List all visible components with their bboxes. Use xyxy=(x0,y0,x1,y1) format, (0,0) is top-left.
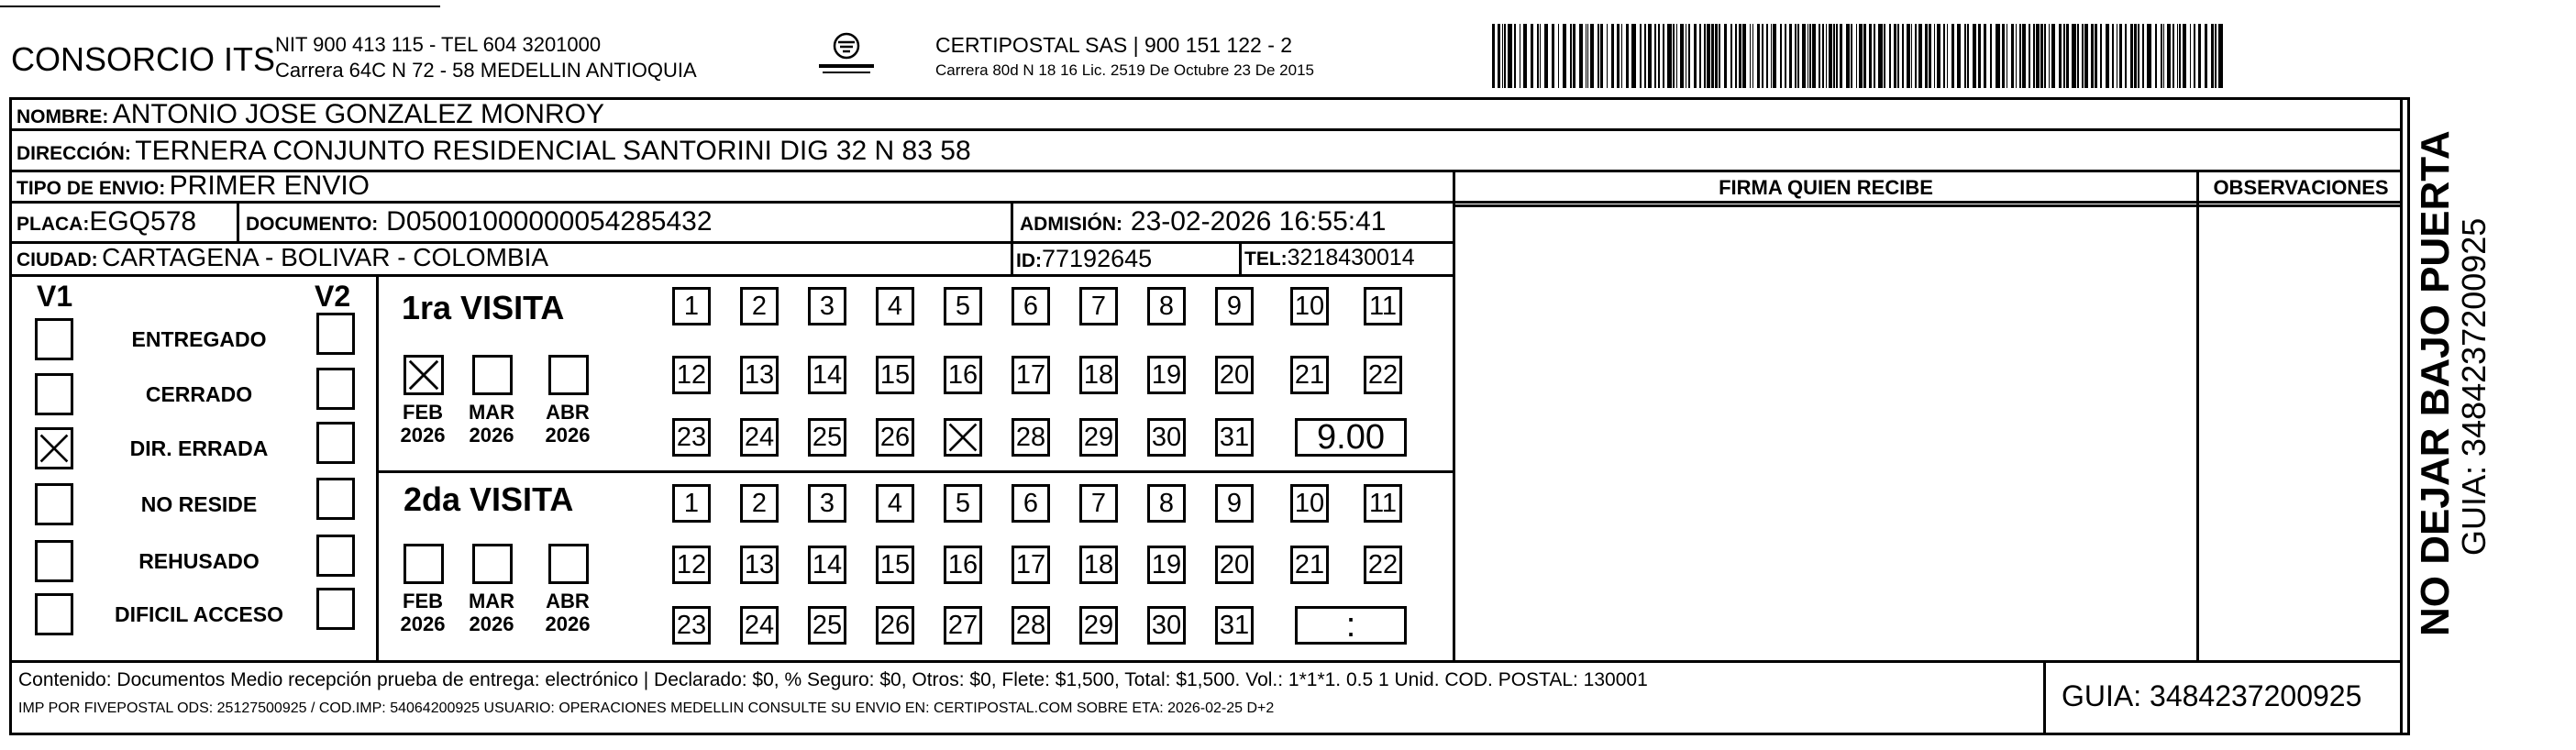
month-label: FEB 2026 xyxy=(400,590,446,636)
signature-divider xyxy=(1453,170,1455,662)
status-divider xyxy=(376,274,379,660)
visit1-day-box[interactable]: 13 xyxy=(740,356,779,394)
address-label: DIRECCIÓN: xyxy=(17,143,131,164)
footer-contents: Contenido: Documentos Medio recepción prueba de entrega: electrónico | Declarado: $0, % Seguro: $0, Otros: $0, Flete: $1,500, Total: $1,500. Vol.: 1*1*1. 0.5 1 Unid. COD. POSTAL: 130001 xyxy=(18,669,1648,690)
row-divider xyxy=(9,201,2403,204)
status-v1-checkbox[interactable] xyxy=(35,318,73,360)
observaciones-area[interactable] xyxy=(2201,207,2401,658)
visit2-day-box[interactable]: 4 xyxy=(876,484,914,523)
visit1-day-box[interactable]: 9 xyxy=(1215,287,1254,325)
visit1-day-box[interactable]: 18 xyxy=(1079,356,1118,394)
observaciones-divider xyxy=(2196,170,2199,662)
firma-header: FIRMA QUIEN RECIBE xyxy=(1719,176,1933,199)
barcode xyxy=(1492,24,2230,88)
visit2-day-box[interactable]: 24 xyxy=(740,606,779,645)
tel-label: TEL: xyxy=(1244,248,1288,270)
visit2-day-box[interactable]: 28 xyxy=(1012,606,1050,645)
visit2-day-box[interactable]: 29 xyxy=(1079,606,1118,645)
cell-divider xyxy=(237,201,239,241)
month-checkbox[interactable] xyxy=(404,355,444,395)
month-label: ABR 2026 xyxy=(545,590,591,636)
visit1-day-box[interactable]: 8 xyxy=(1147,287,1186,325)
visit2-day-box[interactable]: 12 xyxy=(672,546,711,584)
visit1-day-box[interactable]: 11 xyxy=(1364,287,1402,325)
visit2-day-box[interactable]: 3 xyxy=(808,484,846,523)
recipient-name: ANTONIO JOSE GONZALEZ MONROY xyxy=(112,99,604,129)
status-v2-checkbox[interactable] xyxy=(316,368,355,410)
status-option-label: CERRADO xyxy=(145,382,253,406)
month-label: FEB 2026 xyxy=(400,401,446,447)
status-v1-checkbox[interactable] xyxy=(35,427,73,469)
visit2-day-box[interactable]: 14 xyxy=(808,546,846,584)
visit2-day-box[interactable]: 2 xyxy=(740,484,779,523)
visit2-day-box[interactable]: 25 xyxy=(808,606,846,645)
visit2-day-box[interactable]: 10 xyxy=(1290,484,1329,523)
visit2-day-box[interactable]: 26 xyxy=(876,606,914,645)
visit2-day-box[interactable]: 8 xyxy=(1147,484,1186,523)
visit1-day-box[interactable]: 29 xyxy=(1079,418,1118,457)
id-label: ID: xyxy=(1016,250,1042,271)
visit2-day-box[interactable]: 22 xyxy=(1364,546,1402,584)
visit1-day-box[interactable]: 20 xyxy=(1215,356,1254,394)
signature-area[interactable] xyxy=(1458,207,2195,658)
visit1-day-box[interactable]: 14 xyxy=(808,356,846,394)
visit2-day-box[interactable]: 27 xyxy=(944,606,982,645)
status-v2-checkbox[interactable] xyxy=(316,422,355,464)
visit1-day-box[interactable]: 4 xyxy=(876,287,914,325)
visit1-day-box[interactable]: 21 xyxy=(1290,356,1329,394)
visit2-day-box[interactable]: 23 xyxy=(672,606,711,645)
month-label: MAR 2026 xyxy=(468,590,515,636)
side-guia: GUIA: 3484237200925 xyxy=(2455,217,2493,556)
month-checkbox[interactable] xyxy=(404,544,444,584)
company-nit: NIT 900 413 115 - TEL 604 3201000 xyxy=(275,33,602,56)
ciudad-value: CARTAGENA - BOLIVAR - COLOMBIA xyxy=(102,243,549,271)
status-v1-checkbox[interactable] xyxy=(35,540,73,582)
admision-label: ADMISIÓN: xyxy=(1020,214,1122,235)
visit1-day-box[interactable]: 3 xyxy=(808,287,846,325)
status-option-label: DIFICIL ACCESO xyxy=(114,602,283,626)
visit1-day-box[interactable] xyxy=(944,418,982,457)
visit2-day-box[interactable]: 9 xyxy=(1215,484,1254,523)
visit1-day-box[interactable]: 28 xyxy=(1012,418,1050,457)
status-v1-checkbox[interactable] xyxy=(35,483,73,525)
footer-guia-divider xyxy=(2043,660,2046,735)
footer-guia: GUIA: 3484237200925 xyxy=(2062,679,2362,712)
visit2-day-box[interactable]: 1 xyxy=(672,484,711,523)
carrier-name: CERTIPOSTAL SAS | 900 151 122 - 2 xyxy=(935,33,1293,57)
month-label: MAR 2026 xyxy=(468,401,515,447)
placa-value: EGQ578 xyxy=(89,206,197,237)
visit1-day-box[interactable]: 2 xyxy=(740,287,779,325)
company-address: Carrera 64C N 72 - 58 MEDELLIN ANTIOQUIA xyxy=(275,59,697,82)
visit2-title: 2da VISITA xyxy=(404,480,574,518)
visit1-day-box[interactable]: 22 xyxy=(1364,356,1402,394)
visit2-day-box[interactable]: 17 xyxy=(1012,546,1050,584)
cell-divider xyxy=(1239,241,1242,274)
visit2-day-box[interactable]: 18 xyxy=(1079,546,1118,584)
visit1-day-box[interactable]: 16 xyxy=(944,356,982,394)
visit2-day-box[interactable]: 11 xyxy=(1364,484,1402,523)
placa-label: PLACA: xyxy=(17,214,90,235)
visit1-day-box[interactable]: 1 xyxy=(672,287,711,325)
documento-label: DOCUMENTO: xyxy=(246,214,379,235)
observaciones-header: OBSERVACIONES xyxy=(2213,176,2389,199)
visit1-day-box[interactable]: 7 xyxy=(1079,287,1118,325)
visit2-time-box[interactable]: : xyxy=(1295,606,1407,645)
visit2-day-box[interactable]: 13 xyxy=(740,546,779,584)
visit2-day-box[interactable]: 19 xyxy=(1147,546,1186,584)
top-rule xyxy=(0,6,440,7)
visit1-day-box[interactable]: 19 xyxy=(1147,356,1186,394)
visit2-day-box[interactable]: 7 xyxy=(1079,484,1118,523)
id-value: 77192645 xyxy=(1042,245,1153,272)
visit1-day-box[interactable]: 30 xyxy=(1147,418,1186,457)
name-label: NOMBRE: xyxy=(17,106,109,127)
visit1-day-box[interactable]: 6 xyxy=(1012,287,1050,325)
visit1-time-box[interactable]: 9.00 xyxy=(1295,418,1407,457)
status-v2-checkbox[interactable] xyxy=(316,535,355,577)
carrier-address: Carrera 80d N 18 16 Lic. 2519 De Octubre 23 De 2015 xyxy=(935,61,1314,79)
visit1-title: 1ra VISITA xyxy=(402,289,565,326)
visit2-day-box[interactable]: 5 xyxy=(944,484,982,523)
v2-label: V2 xyxy=(315,280,351,313)
visit2-day-box[interactable]: 6 xyxy=(1012,484,1050,523)
visit1-day-box[interactable]: 12 xyxy=(672,356,711,394)
tipo-envio: PRIMER ENVIO xyxy=(169,171,370,201)
visit1-day-box[interactable]: 24 xyxy=(740,418,779,457)
status-v1-checkbox[interactable] xyxy=(35,593,73,635)
tipo-label: TIPO DE ENVIO: xyxy=(17,178,166,199)
month-checkbox[interactable] xyxy=(548,544,589,584)
status-v2-checkbox[interactable] xyxy=(316,478,355,520)
status-v2-checkbox[interactable] xyxy=(316,588,355,630)
visit2-day-box[interactable]: 20 xyxy=(1215,546,1254,584)
visit2-day-box[interactable]: 21 xyxy=(1290,546,1329,584)
visit1-day-box[interactable]: 23 xyxy=(672,418,711,457)
month-checkbox[interactable] xyxy=(548,355,589,395)
visit2-day-box[interactable]: 30 xyxy=(1147,606,1186,645)
visit1-day-box[interactable]: 10 xyxy=(1290,287,1329,325)
visit1-day-box[interactable]: 5 xyxy=(944,287,982,325)
admision-value: 23-02-2026 16:55:41 xyxy=(1130,206,1387,237)
visit2-day-box[interactable]: 31 xyxy=(1215,606,1254,645)
status-v1-checkbox[interactable] xyxy=(35,373,73,415)
documento-value: D05001000000054285432 xyxy=(386,206,713,237)
status-option-label: NO RESIDE xyxy=(140,492,258,516)
visit1-day-box[interactable]: 25 xyxy=(808,418,846,457)
certipostal-logo xyxy=(810,29,883,80)
visit2-day-box[interactable]: 16 xyxy=(944,546,982,584)
no-dejar-bajo-puerta: NO DEJAR BAJO PUERTA xyxy=(2413,130,2458,636)
tel-value: 3218430014 xyxy=(1287,245,1415,270)
visit1-day-box[interactable]: 31 xyxy=(1215,418,1254,457)
visit1-day-box[interactable]: 15 xyxy=(876,356,914,394)
status-option-label: REHUSADO xyxy=(138,549,260,573)
visit-divider xyxy=(376,470,1455,473)
footer-print-info: IMP POR FIVEPOSTAL ODS: 25127500925 / COD.IMP: 54064200925 USUARIO: OPERACIONES MEDELLIN CONSULTE SU ENVIO EN: CERTIPOSTAL.COM SOBRE ETA: 2026-02-25 D+2 xyxy=(18,700,1275,716)
cell-divider xyxy=(1011,201,1013,274)
row-divider xyxy=(9,274,1455,277)
month-checkbox[interactable] xyxy=(472,544,513,584)
status-v2-checkbox[interactable] xyxy=(316,313,355,355)
status-option-label: DIR. ERRADA xyxy=(129,436,269,460)
visit1-day-box[interactable]: 26 xyxy=(876,418,914,457)
month-label: ABR 2026 xyxy=(545,401,591,447)
v1-label: V1 xyxy=(37,280,73,313)
recipient-address: TERNERA CONJUNTO RESIDENCIAL SANTORINI DIG 32 N 83 58 xyxy=(135,136,971,166)
company-name: CONSORCIO ITS xyxy=(11,40,276,78)
month-checkbox[interactable] xyxy=(472,355,513,395)
status-option-label: ENTREGADO xyxy=(131,327,267,351)
visit1-day-box[interactable]: 17 xyxy=(1012,356,1050,394)
visit2-day-box[interactable]: 15 xyxy=(876,546,914,584)
ciudad-label: CIUDAD: xyxy=(17,249,98,270)
